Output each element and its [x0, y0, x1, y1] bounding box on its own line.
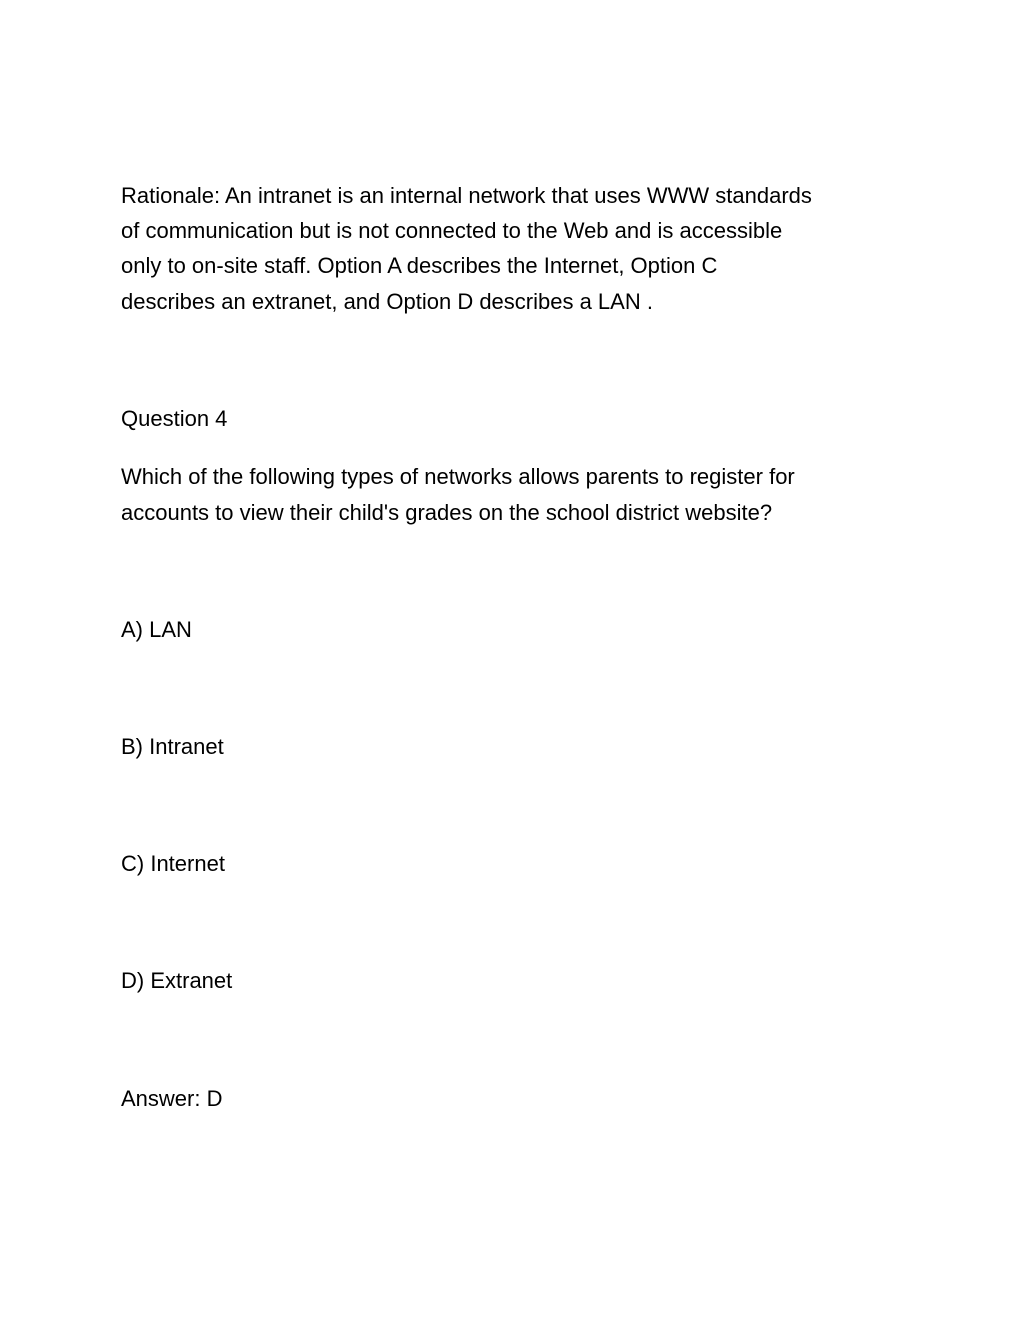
rationale-line: describes an extranet, and Option D describes a LAN . — [121, 289, 653, 314]
rationale-line: only to on-site staff. Option A describes the Internet, Option C — [121, 253, 718, 278]
option-c: C) Internet — [121, 851, 225, 876]
question-heading: Question 4 — [121, 406, 228, 431]
question-stem-line: Which of the following types of networks allows parents to register for — [121, 464, 795, 489]
option-b: B) Intranet — [121, 734, 224, 759]
question-stem-line: accounts to view their child's grades on the school district website? — [121, 500, 773, 525]
rationale-line: Rationale: An intranet is an internal network that uses WWW standards — [121, 183, 812, 208]
option-a: A) LAN — [121, 617, 192, 642]
answer-text: Answer: D — [121, 1086, 223, 1111]
option-d: D) Extranet — [121, 968, 233, 993]
rationale-line: of communication but is not connected to the Web and is accessible — [121, 218, 783, 243]
